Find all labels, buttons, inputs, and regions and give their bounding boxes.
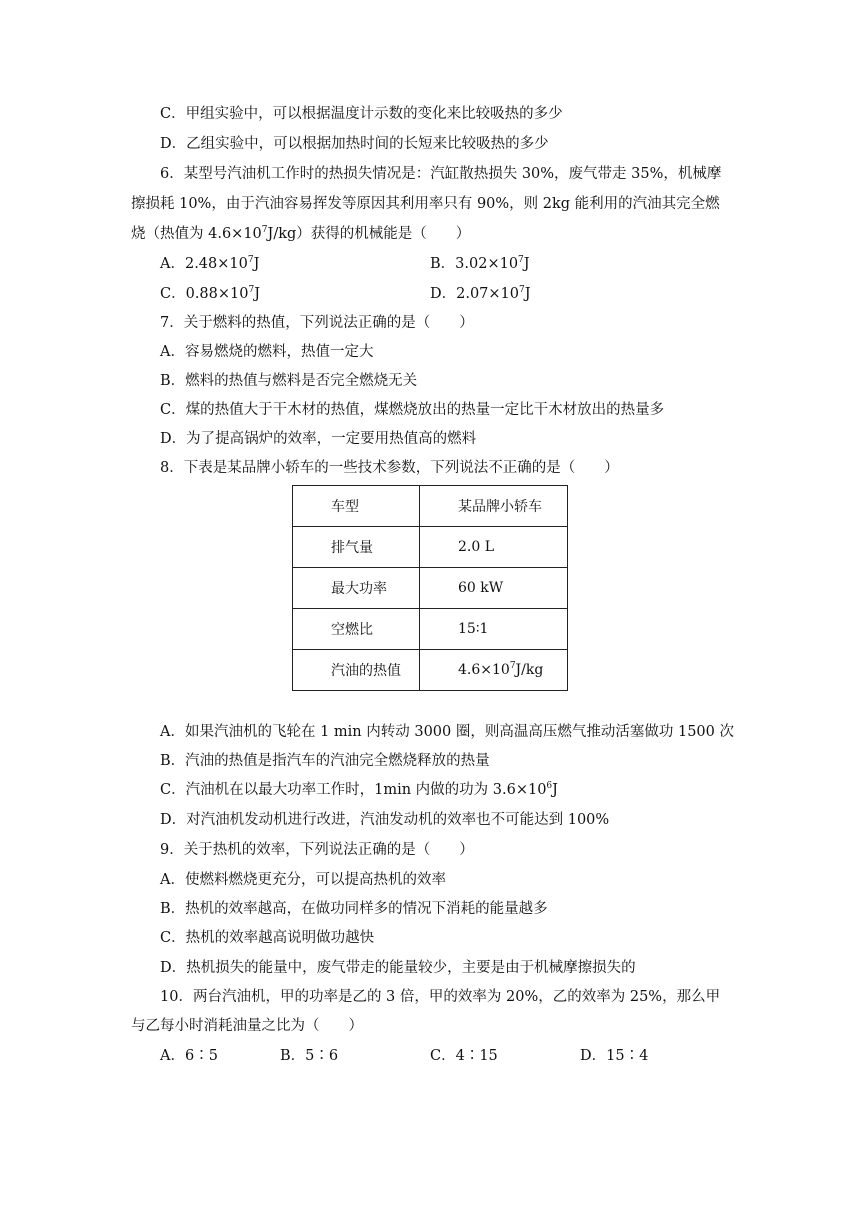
option-text: C．汽油机在以最大功率工作时，1min 内做的功为 3.6×10 (160, 782, 547, 798)
q5-option-c: C．甲组实验中，可以根据温度计示数的变化来比较吸热的多少 (160, 106, 563, 122)
option-unit: J (524, 286, 531, 302)
table-row (293, 609, 568, 650)
q6-stem-text-end: J/kg）获得的机械能是（ ） (267, 226, 471, 242)
option-exponent: 7 (248, 285, 255, 295)
option-exponent: 6 (546, 781, 553, 791)
q9-option-a: A．使燃料燃烧更充分，可以提高热机的效率 (160, 872, 446, 888)
q8-option-b: B．汽油的热值是指汽车的汽油完全燃烧释放的热量 (160, 753, 490, 769)
table-row (293, 650, 568, 691)
q6-option-c (160, 284, 260, 304)
table-value: 15∶1 (420, 609, 568, 650)
q7-option-c: C．煤的热值大于干木材的热值，煤燃烧放出的热量一定比干木材放出的热量多 (160, 402, 665, 418)
option-text: C．0.88×10 (160, 286, 249, 302)
q6-stem-text: 烧（热值为 4.6×10 (131, 226, 262, 242)
table-value: 2.0 L (420, 527, 568, 568)
option-exponent: 7 (518, 255, 524, 265)
q8-option-c (160, 780, 558, 800)
q10-stem-line1: 10．两台汽油机，甲的功率是乙的 3 倍，甲的效率为 20%，乙的效率为 25%，那么甲 (160, 989, 721, 1005)
table-key: 汽油的热值 (293, 650, 420, 691)
q9-stem: 9．关于热机的效率，下列说法正确的是（ ） (160, 842, 474, 858)
q10-stem-line2: 与乙每小时消耗油量之比为（ ） (131, 1018, 363, 1034)
option-unit: J (253, 256, 260, 272)
q7-option-d: D．为了提高锅炉的效率，一定要用热值高的燃料 (160, 431, 477, 447)
table-key: 排气量 (293, 527, 420, 568)
table-row (293, 486, 568, 527)
q7-option-b: B．燃料的热值与燃料是否完全燃烧无关 (160, 373, 418, 389)
q7-stem: 7．关于燃料的热值，下列说法正确的是（ ） (160, 315, 474, 331)
option-text: D．2.07×10 (430, 286, 520, 302)
q6-option-a (160, 254, 259, 274)
q6-stem-exponent: 7 (261, 225, 268, 235)
q8-parameter-table (292, 485, 568, 691)
option-unit: J (552, 782, 558, 798)
value-unit: J/kg (515, 662, 544, 678)
option-exponent: 7 (247, 255, 254, 265)
q9-option-d: D．热机损失的能量中，废气带走的能量较少，主要是由于机械摩擦损失的 (160, 960, 636, 976)
option-unit: J (523, 256, 530, 272)
q5-option-d: D．乙组实验中，可以根据加热时间的长短来比较吸热的多少 (160, 136, 549, 152)
table-row (293, 527, 568, 568)
table-value: 某品牌小轿车 (420, 486, 568, 527)
q7-option-a: A．容易燃烧的燃料，热值一定大 (160, 344, 374, 360)
table-key: 最大功率 (293, 568, 420, 609)
q8-option-d: D．对汽油机发动机进行改进，汽油发动机的效率也不可能达到 100% (160, 812, 610, 828)
table-value (420, 650, 568, 691)
table-row (293, 568, 568, 609)
q9-option-c: C．热机的效率越高说明做功越快 (160, 930, 375, 946)
q8-stem: 8．下表是某品牌小轿车的一些技术参数，下列说法不正确的是（ ） (160, 460, 619, 476)
q6-stem-line1: 6．某型号汽油机工作时的热损失情况是：汽缸散热损失 30%，废气带走 35%，机械摩 (160, 166, 722, 182)
q9-option-b: B．热机的效率越高，在做功同样多的情况下消耗的能量越多 (160, 901, 548, 917)
option-text: A．2.48×10 (160, 256, 248, 272)
option-unit: J (254, 286, 261, 302)
table-key: 空燃比 (293, 609, 420, 650)
table-value: 60 kW (420, 568, 568, 609)
option-exponent: 7 (519, 285, 525, 295)
q6-stem-line2: 擦损耗 10%，由于汽油容易挥发等原因其利用率只有 90%，则 2kg 能利用的汽油其完全燃 (131, 196, 720, 212)
value-exponent: 7 (509, 661, 516, 671)
table-key: 车型 (293, 486, 420, 527)
q6-option-d (430, 284, 531, 304)
q10-option-a: A．6∶5 (160, 1048, 218, 1064)
q6-stem-line3 (131, 224, 470, 244)
option-text: B．3.02×10 (430, 256, 519, 272)
value-text: 4.6×10 (458, 662, 510, 678)
q6-option-b (430, 254, 530, 274)
q10-option-c: C．4∶15 (430, 1048, 498, 1064)
q8-option-a: A．如果汽油机的飞轮在 1 min 内转动 3000 圈，则高温高压燃气推动活塞做功 1500 次 (160, 724, 734, 740)
q10-option-b: B．5∶6 (280, 1048, 339, 1064)
q10-option-d: D．15∶4 (580, 1048, 649, 1064)
